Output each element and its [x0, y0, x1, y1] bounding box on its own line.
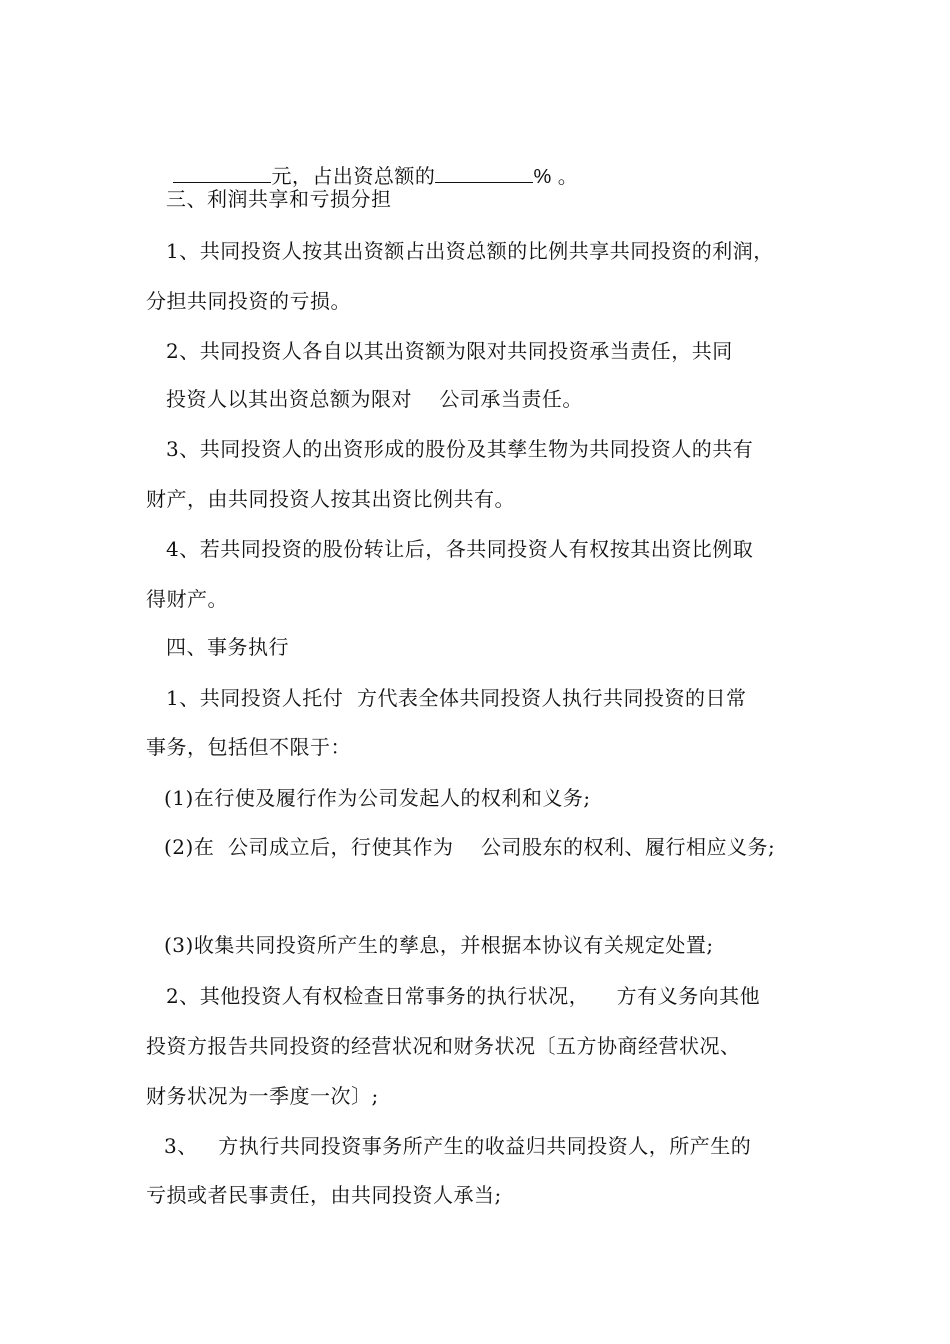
s4-item1: (1)在行使及履行作为公司发起人的权利和义务;: [164, 786, 591, 810]
s4-para2-line3: 财务状况为一季度一次〕;: [146, 1084, 379, 1108]
s4-item2: (2)在 公司成立后，行使其作为 公司股东的权利、履行相应义务;: [164, 835, 776, 859]
s4-para3-line1: 3、 方执行共同投资事务所产生的收益归共同投资人，所产生的: [164, 1134, 752, 1158]
section-3-heading: 三、利润共享和亏损分担: [166, 187, 392, 211]
s3-para1-line1: 1、共同投资人按其出资额占出资总额的比例共享共同投资的利润，: [166, 239, 774, 263]
s3-para4-line2: 得财产。: [146, 587, 228, 611]
blank-percent: [435, 164, 533, 183]
s4-para2-line2: 投资方报告共同投资的经营状况和财务状况〔五方协商经营状况、: [146, 1034, 741, 1058]
s4-para3-line2: 亏损或者民事责任，由共同投资人承当;: [146, 1183, 502, 1207]
blank-amount: [173, 164, 271, 183]
s3-para4-line1: 4、若共同投资的股份转让后，各共同投资人有权按其出资比例取: [166, 537, 754, 561]
section-4-heading: 四、事务执行: [166, 635, 289, 659]
s4-item3: (3)收集共同投资所产生的孳息，并根据本协议有关规定处置;: [164, 933, 714, 957]
s3-para2-line2: 投资人以其出资总额为限对 公司承当责任。: [166, 387, 583, 411]
s4-para2-line1: 2、其他投资人有权检查日常事务的执行状况， 方有义务向其他: [166, 984, 761, 1008]
s3-para1-line2: 分担共同投资的亏损。: [146, 289, 351, 313]
s4-para1-line2: 事务，包括但不限于：: [146, 735, 351, 759]
s3-para3-line2: 财产，由共同投资人按其出资比例共有。: [146, 487, 515, 511]
s4-para1-line1: 1、共同投资人托付 方代表全体共同投资人执行共同投资的日常: [166, 686, 747, 710]
amount-line-post: % 。: [533, 166, 579, 188]
s3-para2-line1: 2、共同投资人各自以其出资额为限对共同投资承当责任，共同: [166, 339, 733, 363]
amount-line-mid: 元，占出资总额的: [271, 164, 436, 188]
s3-para3-line1: 3、共同投资人的出资形成的股份及其孳生物为共同投资人的共有: [166, 437, 754, 461]
